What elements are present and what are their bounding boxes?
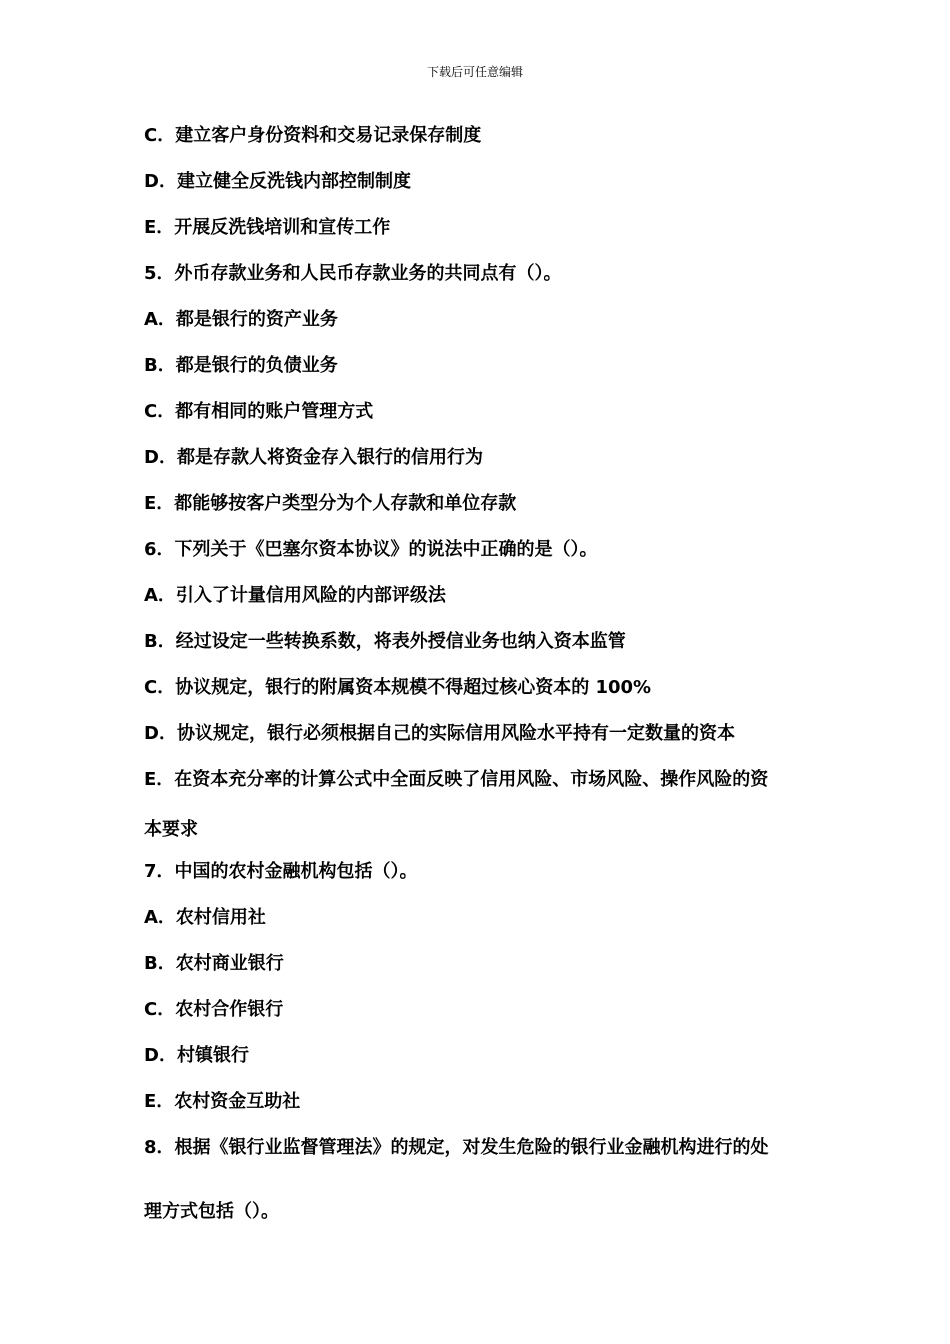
option-line: A．农村信用社: [144, 907, 266, 928]
option-line: D．协议规定，银行必须根据自己的实际信用风险水平持有一定数量的资本: [144, 723, 735, 744]
question-line: 5．外币存款业务和人民币存款业务的共同点有（）。: [144, 263, 562, 284]
option-line: E．在资本充分率的计算公式中全面反映了信用风险、市场风险、操作风险的资: [144, 769, 769, 790]
option-line: C．农村合作银行: [144, 999, 284, 1020]
page-header: 下载后可任意编辑: [426, 65, 523, 79]
option-line: D．都是存款人将资金存入银行的信用行为: [144, 447, 483, 468]
option-line: D．建立健全反洗钱内部控制制度: [144, 171, 411, 192]
option-line: E．都能够按客户类型分为个人存款和单位存款: [144, 493, 517, 514]
option-line: C．建立客户身份资料和交易记录保存制度: [144, 125, 482, 146]
option-line: B．都是银行的负债业务: [144, 355, 338, 376]
option-line: B．农村商业银行: [144, 953, 284, 974]
option-line: B．经过设定一些转换系数，将表外授信业务也纳入资本监管: [144, 631, 626, 652]
question-line: 7．中国的农村金融机构包括（）。: [144, 861, 418, 882]
option-line-continued: 本要求: [144, 819, 198, 840]
document-body: [144, 122, 824, 1244]
question-line: 6．下列关于《巴塞尔资本协议》的说法中正确的是（）。: [144, 539, 598, 560]
question-line: 8．根据《银行业监督管理法》的规定，对发生危险的银行业金融机构进行的处: [144, 1137, 769, 1158]
option-line: D．村镇银行: [144, 1045, 249, 1066]
option-line: A．引入了计量信用风险的内部评级法: [144, 585, 446, 606]
option-line: C．都有相同的账户管理方式: [144, 401, 374, 422]
option-line: E．农村资金互助社: [144, 1091, 301, 1112]
option-line: A．都是银行的资产业务: [144, 309, 338, 330]
question-line-continued: 理方式包括（）。: [144, 1201, 279, 1222]
option-line: C．协议规定，银行的附属资本规模不得超过核心资本的 100%: [144, 677, 652, 698]
option-line: E．开展反洗钱培训和宣传工作: [144, 217, 391, 238]
